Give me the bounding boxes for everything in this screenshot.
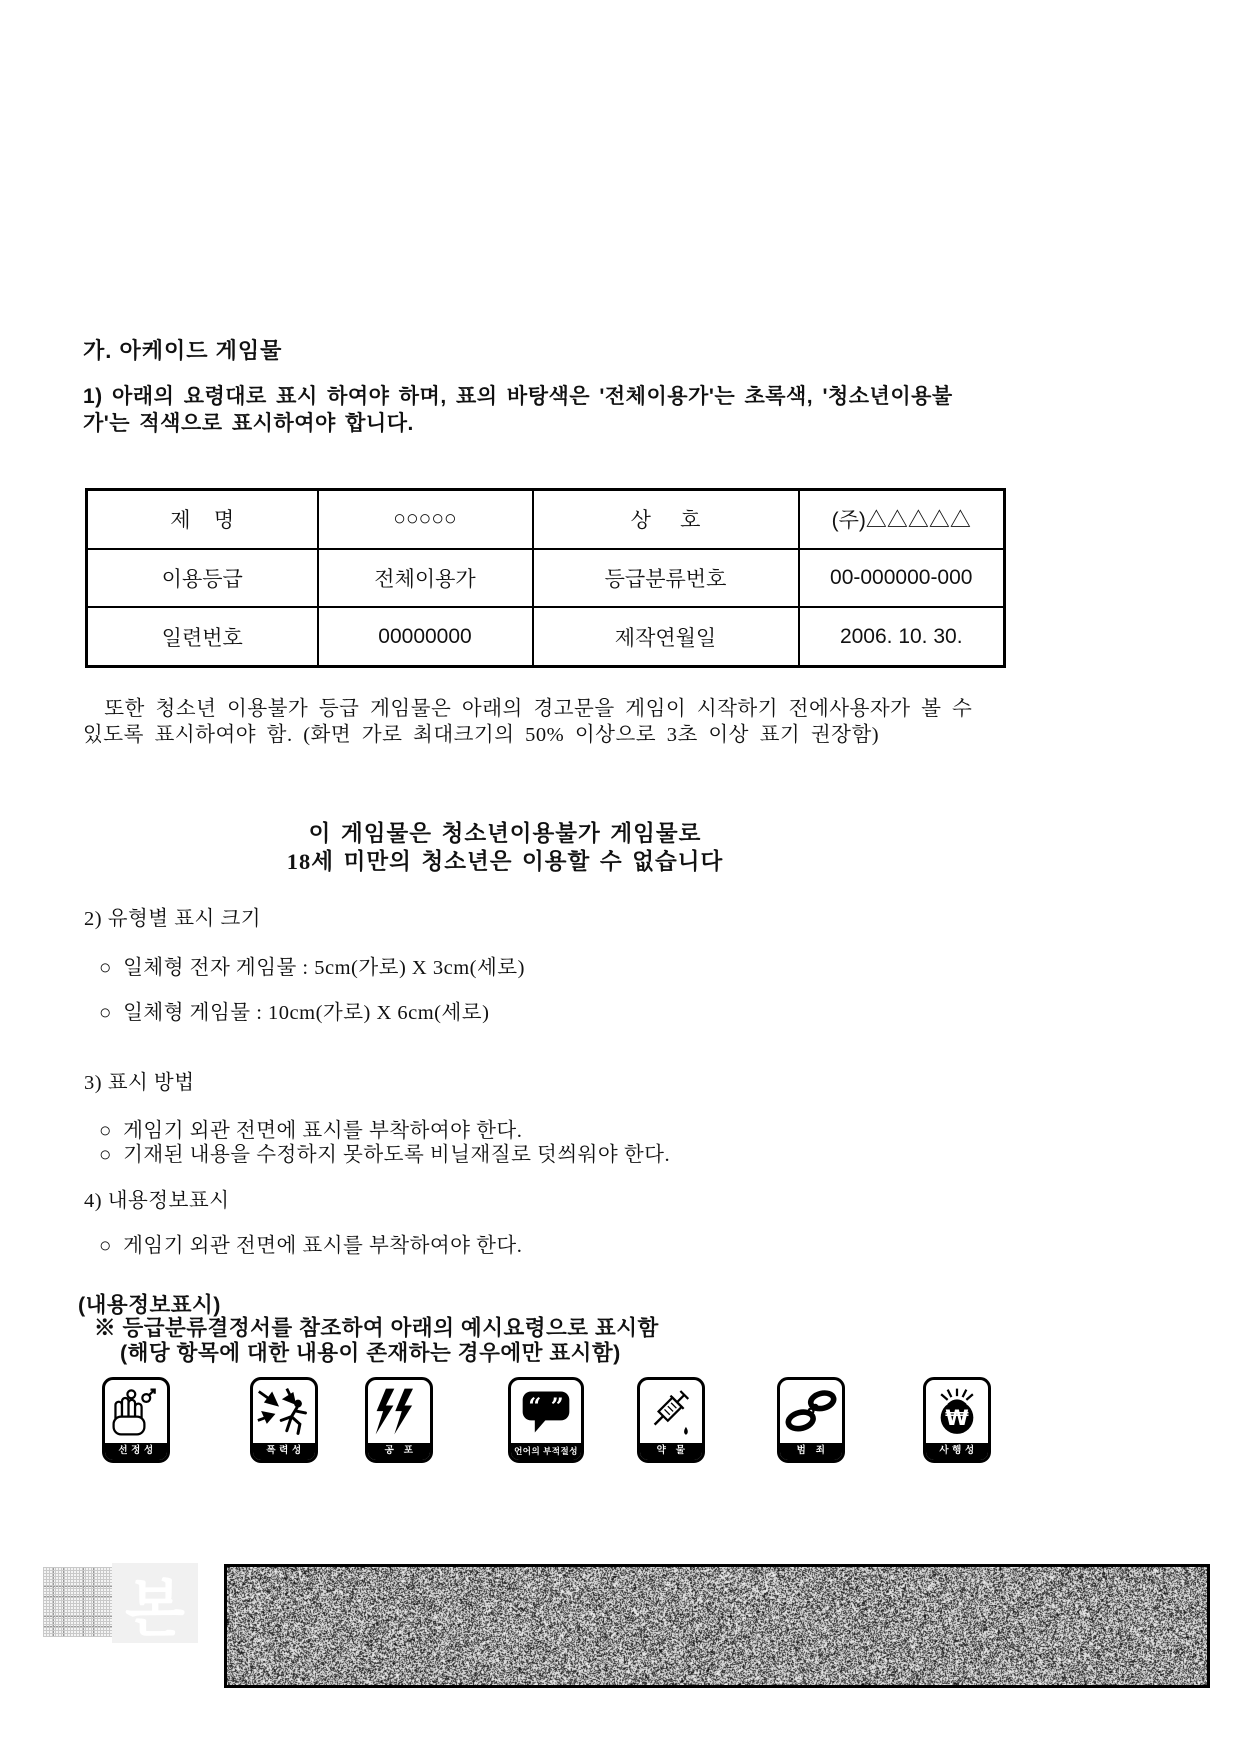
cell-grade-value: 전체이용가	[318, 549, 533, 607]
rating-icon-violence	[250, 1377, 318, 1463]
rating-icon-label: 공 포	[368, 1443, 430, 1460]
section4-title: 4) 내용정보표시	[84, 1190, 230, 1212]
cell-title-label: 제 명	[87, 490, 318, 549]
fear-icon	[368, 1380, 430, 1443]
section4-item-1: ○ 게임기 외관 전면에 표시를 부착하여야 한다.	[99, 1235, 523, 1257]
watermark-character: 본	[112, 1563, 198, 1643]
rating-icon-label: 언어의 부적절성	[511, 1443, 581, 1460]
notice-paragraph	[83, 696, 1193, 748]
intro-paragraph	[83, 383, 1183, 437]
section3-item-1: ○ 게임기 외관 전면에 표시를 부착하여야 한다.	[99, 1120, 523, 1142]
table-row	[87, 607, 1005, 666]
rating-label-table	[85, 488, 1006, 668]
rating-icon-gambling	[923, 1377, 991, 1463]
rating-icon-label: 폭 력 성	[253, 1443, 315, 1460]
section2-item-2: ○ 일체형 게임물 : 10cm(가로) X 6cm(세로)	[99, 1002, 490, 1024]
rating-icon-language	[508, 1377, 584, 1463]
rating-icon-label: 사 행 성	[926, 1443, 988, 1460]
cell-grade-label: 이용등급	[87, 549, 318, 607]
warning-line-2: 18세 미만의 청소년은 이용할 수 없습니다	[286, 849, 724, 874]
cell-company-label: 상 호	[533, 490, 799, 549]
table-row	[87, 549, 1005, 607]
cell-company-value: (주)△△△△△	[799, 490, 1005, 549]
content-info-note-2: (해당 항목에 대한 내용이 존재하는 경우에만 표시함)	[120, 1341, 621, 1365]
rating-icon-fear	[365, 1377, 433, 1463]
noise-canvas	[227, 1567, 1207, 1685]
notice-line-2: 있도록 표시하여야 함. (화면 가로 최대크기의 50% 이상으로 3초 이상 표기 권장함)	[83, 724, 880, 746]
content-info-note-1: ※ 등급분류결정서를 참조하여 아래의 예시요령으로 표시함	[94, 1316, 659, 1340]
drugs-icon	[640, 1380, 702, 1443]
cell-classno-value: 00-000000-000	[799, 549, 1005, 607]
section3-title: 3) 표시 방법	[84, 1072, 195, 1094]
noise-image	[224, 1564, 1210, 1688]
crime-icon	[780, 1380, 842, 1443]
table-row	[87, 490, 1005, 549]
cell-serial-value: 00000000	[318, 607, 533, 666]
language-icon	[511, 1380, 581, 1443]
notice-line-1: 또한 청소년 이용불가 등급 게임물은 아래의 경고문을 게임이 시작하기 전에사용자가 볼 수	[83, 698, 973, 720]
gambling-icon	[926, 1380, 988, 1443]
warning-line-1: 이 게임물은 청소년이용불가 게임물로	[308, 821, 702, 846]
intro-line-2: 가'는 적색으로 표시하여야 합니다.	[83, 412, 414, 435]
section3-item-2: ○ 기재된 내용을 수정하지 못하도록 비닐재질로 덧씌워야 한다.	[99, 1144, 671, 1166]
sexuality-icon	[105, 1380, 167, 1443]
section2-title: 2) 유형별 표시 크기	[84, 908, 262, 930]
rating-icon-crime	[777, 1377, 845, 1463]
cell-date-value: 2006. 10. 30.	[799, 607, 1005, 666]
rating-icon-sexuality	[102, 1377, 170, 1463]
content-info-title: (내용정보표시)	[78, 1293, 221, 1317]
intro-line-1: 1) 아래의 요령대로 표시 하여야 하며, 표의 바탕색은 '전체이용가'는 초록색, '청소년이용불	[83, 385, 953, 408]
svg-text:”: ”	[550, 1393, 564, 1420]
svg-text:₩: ₩	[945, 1405, 969, 1431]
cell-classno-label: 등급분류번호	[533, 549, 799, 607]
cell-serial-label: 일련번호	[87, 607, 318, 666]
checker-pattern	[43, 1567, 113, 1637]
rating-icon-label: 약 물	[640, 1443, 702, 1460]
rating-icon-drugs	[637, 1377, 705, 1463]
cell-date-label: 제작연월일	[533, 607, 799, 666]
violence-icon	[253, 1380, 315, 1443]
page-title: 가. 아케이드 게임물	[83, 338, 283, 363]
svg-text:“: “	[528, 1393, 542, 1420]
section2-item-1: ○ 일체형 전자 게임물 : 5cm(가로) X 3cm(세로)	[99, 957, 525, 979]
rating-icon-label: 범 죄	[780, 1443, 842, 1460]
rating-icon-label: 선 정 성	[105, 1443, 167, 1460]
cell-title-value: ○○○○○	[318, 490, 533, 549]
adult-warning	[0, 820, 1010, 876]
